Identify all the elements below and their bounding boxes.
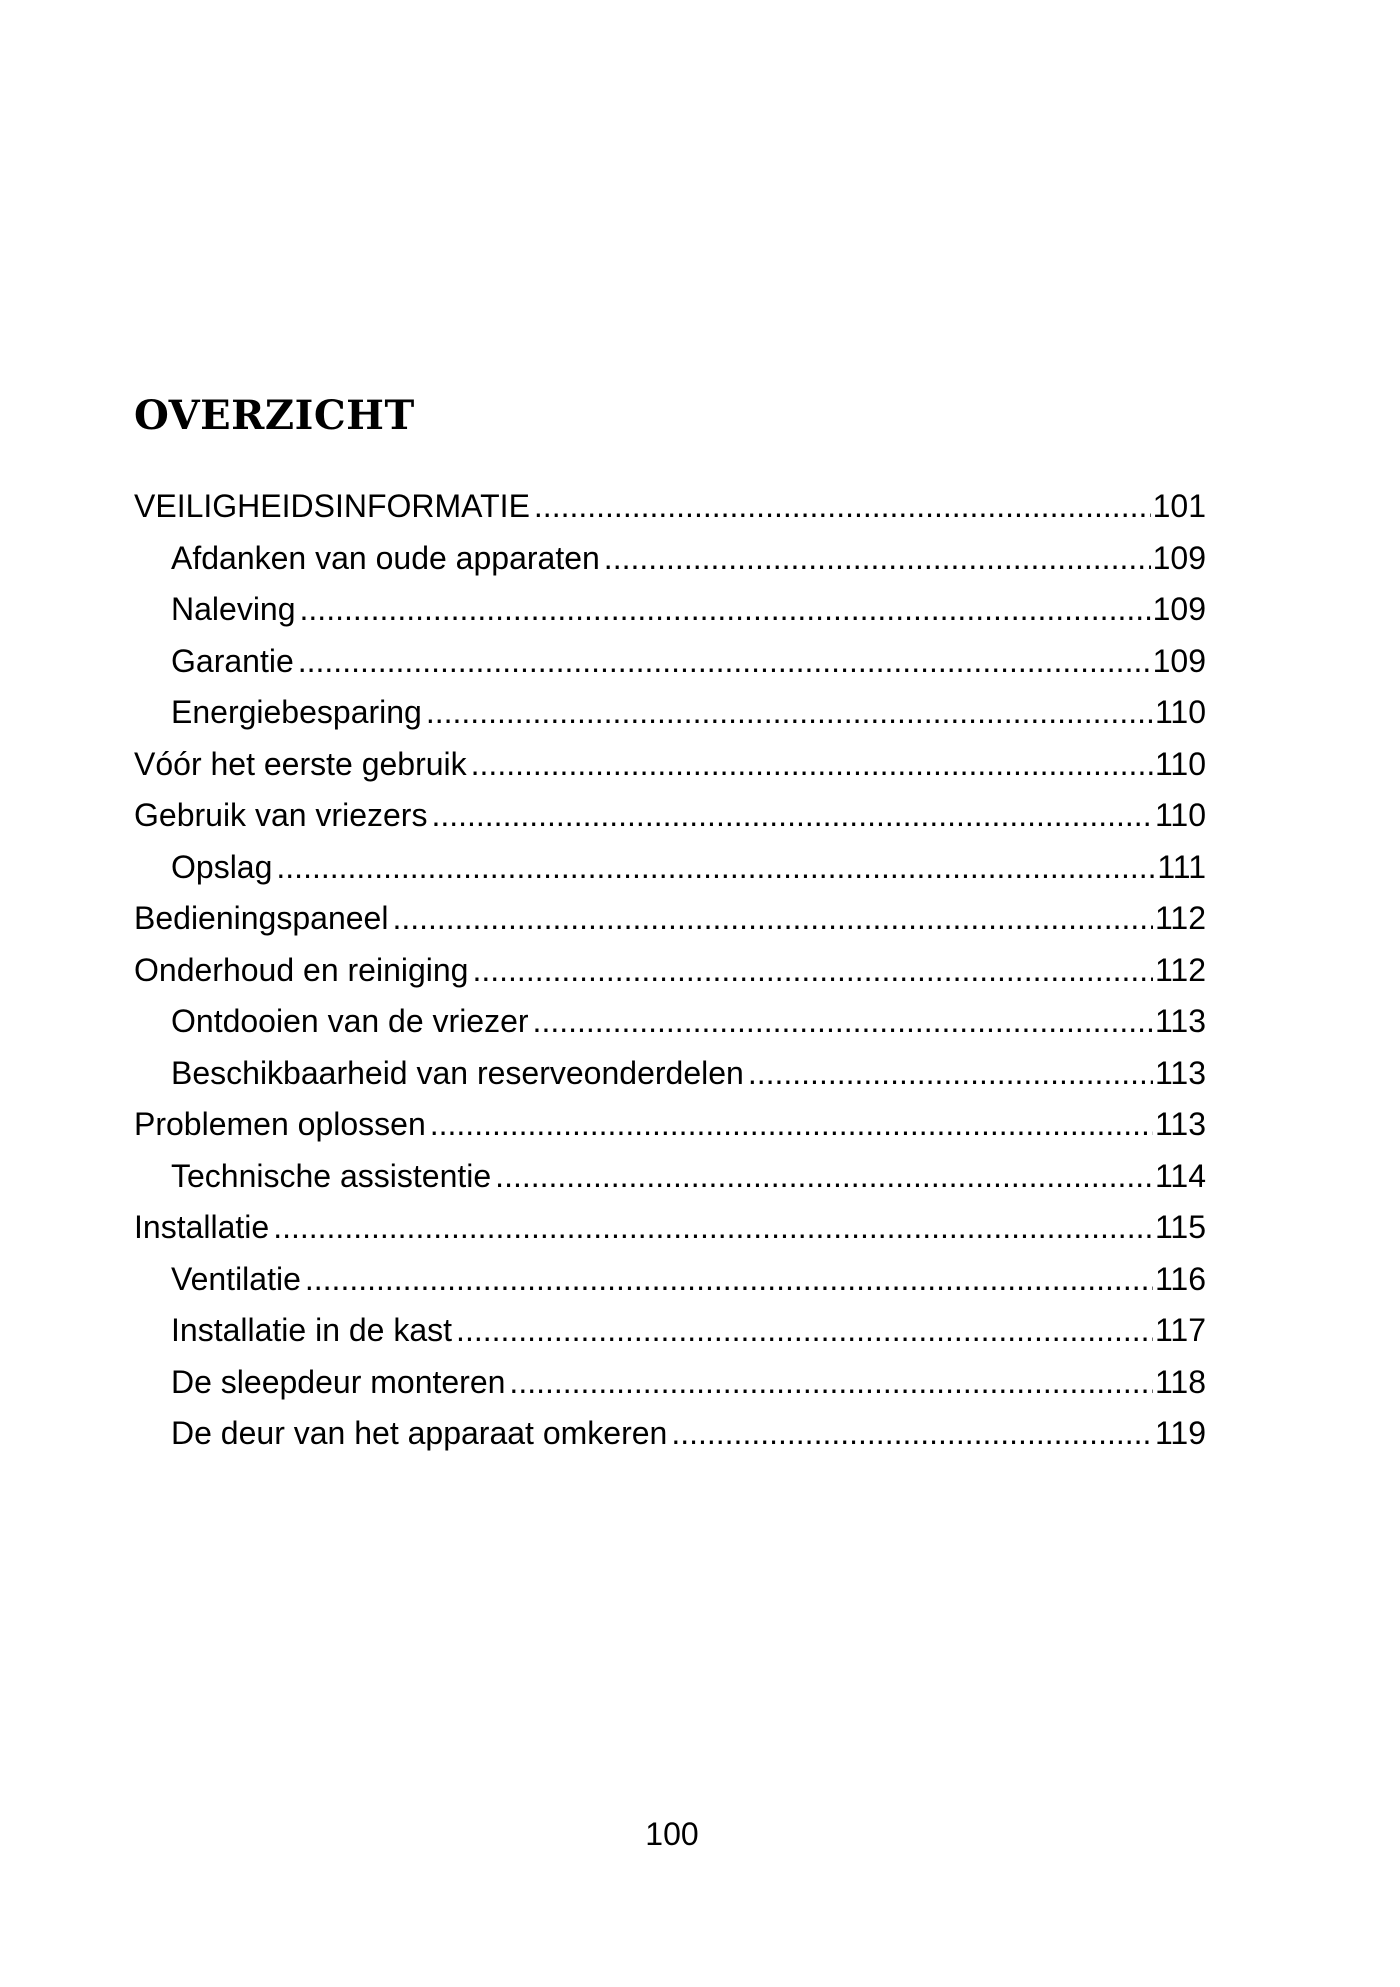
toc-dot-leader xyxy=(456,1305,1153,1357)
toc-entry[interactable] xyxy=(134,996,1206,1048)
toc-entry-page: 109 xyxy=(1152,642,1206,679)
toc-entry[interactable] xyxy=(134,790,1206,842)
toc-entry-title: Vóór het eerste gebruik xyxy=(134,745,467,782)
toc-dot-leader xyxy=(431,790,1153,842)
toc-entry[interactable] xyxy=(134,945,1206,997)
toc-entry-page: 112 xyxy=(1154,900,1206,936)
toc-entry[interactable] xyxy=(134,636,1206,688)
toc-entry-page: 115 xyxy=(1154,1209,1206,1245)
toc-entry-page: 113 xyxy=(1154,1106,1206,1142)
toc-entry-page: 118 xyxy=(1154,1363,1206,1400)
toc-entry-title: De deur van het apparaat omkeren xyxy=(171,1415,668,1451)
toc-entry[interactable] xyxy=(134,1048,1206,1100)
page-title: OVERZICHT xyxy=(134,392,415,439)
toc-dot-leader xyxy=(273,1202,1153,1254)
toc-entry-page: 110 xyxy=(1154,694,1206,730)
toc-entry[interactable] xyxy=(134,893,1206,945)
toc-dot-leader xyxy=(298,636,1151,688)
toc-entry[interactable] xyxy=(134,1151,1206,1203)
toc-entry-page: 113 xyxy=(1154,1054,1206,1091)
toc-entry[interactable] xyxy=(134,1099,1206,1151)
toc-entry-page: 101 xyxy=(1152,488,1206,524)
toc-entry-title: Onderhoud en reiniging xyxy=(134,951,469,988)
toc-entry-page: 111 xyxy=(1157,848,1206,885)
toc-entry-title: VEILIGHEIDSINFORMATIE xyxy=(134,488,530,524)
toc-entry-page: 110 xyxy=(1154,745,1206,782)
toc-entry[interactable] xyxy=(134,1408,1206,1460)
page-number: 100 xyxy=(645,1816,699,1852)
toc-dot-leader xyxy=(392,893,1153,945)
toc-entry-title: Bedieningspaneel xyxy=(134,900,389,936)
toc-entry[interactable] xyxy=(134,687,1206,739)
toc-entry-title: Installatie in de kast xyxy=(171,1312,453,1348)
toc-entry[interactable] xyxy=(134,481,1206,533)
toc-dot-leader xyxy=(471,739,1153,791)
toc-dot-leader xyxy=(533,996,1153,1048)
toc-entry-title: Opslag xyxy=(171,848,273,885)
toc-dot-leader xyxy=(495,1151,1153,1203)
toc-dot-leader xyxy=(426,687,1153,739)
toc-entry-page: 116 xyxy=(1154,1260,1206,1297)
toc-entry[interactable] xyxy=(134,1357,1206,1409)
toc-entry[interactable] xyxy=(134,1254,1206,1306)
toc-entry-page: 112 xyxy=(1154,951,1206,988)
toc-entry-title: Ventilatie xyxy=(171,1260,301,1297)
toc-entry-title: Naleving xyxy=(171,591,296,627)
toc-dot-leader xyxy=(305,1254,1153,1306)
toc-entry-title: Technische assistentie xyxy=(171,1157,492,1194)
toc-entry-page: 109 xyxy=(1152,539,1206,576)
toc-entry-title: Garantie xyxy=(171,642,294,679)
toc-dot-leader xyxy=(748,1048,1153,1100)
toc-dot-leader xyxy=(671,1408,1153,1460)
toc-entry[interactable] xyxy=(134,1202,1206,1254)
toc-entry[interactable] xyxy=(134,584,1206,636)
toc-entry[interactable] xyxy=(134,739,1206,791)
toc-entry[interactable] xyxy=(134,842,1206,894)
toc-entry-page: 113 xyxy=(1154,1003,1206,1039)
toc-dot-leader xyxy=(300,584,1151,636)
toc-entry-page: 117 xyxy=(1154,1312,1206,1348)
toc-entry[interactable] xyxy=(134,1305,1206,1357)
toc-entry-title: Energiebesparing xyxy=(171,694,422,730)
toc-entry-title: Installatie xyxy=(134,1209,270,1245)
toc-entry-title: Afdanken van oude apparaten xyxy=(171,539,600,576)
toc-entry-page: 114 xyxy=(1154,1157,1206,1194)
toc-entry-title: Ontdooien van de vriezer xyxy=(171,1003,529,1039)
toc-entry-title: Gebruik van vriezers xyxy=(134,797,428,833)
toc-entry-page: 119 xyxy=(1154,1415,1206,1451)
toc-entry-page: 109 xyxy=(1152,591,1206,627)
toc-dot-leader xyxy=(509,1357,1153,1409)
toc-entry-title: De sleepdeur monteren xyxy=(171,1363,506,1400)
toc-dot-leader xyxy=(430,1099,1153,1151)
toc-entry-page: 110 xyxy=(1154,797,1206,833)
toc-dot-leader xyxy=(472,945,1153,997)
toc-dot-leader xyxy=(604,533,1151,585)
toc-entry[interactable] xyxy=(134,533,1206,585)
toc-dot-leader xyxy=(276,842,1155,894)
toc-dot-leader xyxy=(534,481,1151,533)
toc-entry-title: Problemen oplossen xyxy=(134,1106,426,1142)
table-of-contents xyxy=(134,481,1206,1460)
toc-entry-title: Beschikbaarheid van reserveonderdelen xyxy=(171,1054,744,1091)
